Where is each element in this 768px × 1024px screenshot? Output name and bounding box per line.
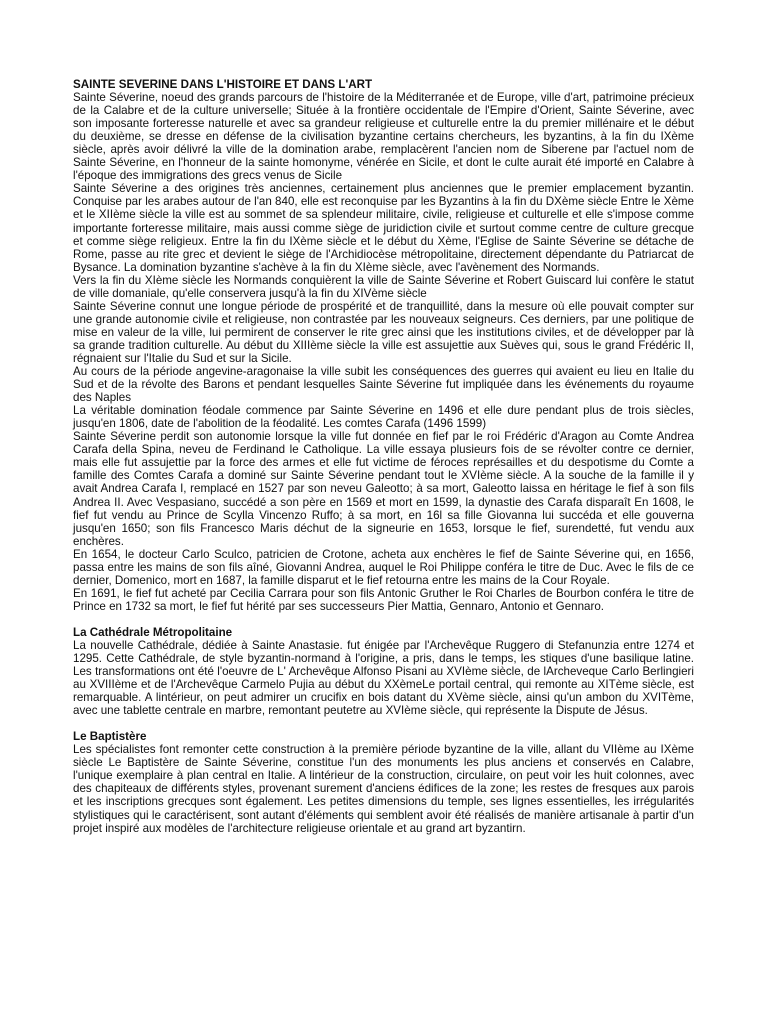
paragraph-carafa-counts: Sainte Séverine perdit son autonomie lorsque la ville fut donnée en fief par le roi Frédéric d'Aragon au Comte Andrea Carafa della Spina, neveu de Ferdinand le Catholique. La ville essaya plusieurs fois de se révolter contre ce dernier, mais elle fut assujettie par la force des armes et elle fut victime de féroces représailles et du despotisme du Comte a famille des Comtes Carafa a dominé sur Sainte Séverine pendant tout le XVIème siècle. A la souche de la famille il y avait Andrea Carafa I, remplacé en 1527 par son neveu Galeotto; à sa mort, Galeotto laissa en héritage le fief à son fils Andrea II. Avec Vespasiano, succédé a son père en 1569 et mort en 1599, la dynastie des Carafa disparaît En 1608, le fief fut vendu au Prince de Scylla Vincenzo Ruffo; à sa mort, en 16l sa fille Giovanna lui succéda et elle gouverna jusqu'en 1650; son fils Francesco Maris déchut de la signeurie en 1653, lorsque le fief, surendetté, fut vendu aux enchères.: [73, 430, 694, 548]
paragraph-origins-name: Sainte Séverine, noeud des grands parcours de l'histoire de la Méditerranée et de Europe, ville d'art, patrimoine précieux de la Calabre et de la culture universelle; Située à la frontière occidentale de l'Empire d'Orient, Sainte Séverine, avec son imposante forteresse naturelle et avec sa grandeur religieuse et culturelle entre la du premier millénaire et le début du deuxième, se dresse en défense de la civilisation byzantine certains chercheurs, les byzantins, à la fin du IXème siècle, après avoir délivré la ville de la domination arabe, remplacèrent l'ancien nom de Siberene par l'actuel nom de Sainte Séverine, en l'honneur de la sainte homonyme, vénérée en Sicile, et dont le culte aurait été importé en Calabre à l'époque des immigrations des grecs venus de Sicile: [73, 91, 694, 183]
paragraph-feudal-domination: La véritable domination féodale commence par Sainte Séverine en 1496 et elle dure pendant plus de trois siècles, jusqu'en 1806, date de l'abolition de la féodalité. Les comtes Carafa (1496 1599): [73, 404, 694, 431]
cathedrale-text: La nouvelle Cathédrale, dédiée à Sainte Anastasie. fut énigée par l'Archevêque Ruggero di Stefanunzia entre 1274 et 1295. Cette Cathédrale, de style byzantin-normand à l'origine, a pris, dans le temps, les stiques d'une basilique latine. Les transformations ont été l'oeuvre de L' Archevêque Alfonso Pisani au XVIème siècle, de lArcheveque Carlo Berlingieri au XVIIIème et de l'Archevêque Carmelo Pujia au début du XXèmeLe portail central, qui remonte au XITème siècle, est remarquable. A lintérieur, on peut admirer un crucifix en bois datant du XVème siècle, ainsi qu'un ambon du XVITème, avec une tablette centrale en marbre, remontant peutetre au XVIème siècle, qui représente la Dispute de Jésus.: [73, 638, 694, 718]
paragraph-gruther: En 1691, le fief fut acheté par Cecilia Carrara pour son fils Antonic Gruther le Roi Charles de Bourbon conféra le titre de Prince en 1732 sa mort, le fief fut hérité par ses successeurs Pier Mattia, Gennaro, Antonio et Gennaro.: [73, 586, 694, 613]
section-baptistere: [73, 730, 694, 834]
paragraph-prosperity: Sainte Séverine connut une longue période de prospérité et de tranquillité, dans la mesure où elle pouvait compter sur une grande autonomie civile et religieuse, non contrastée par les nouveaux seigneurs. Ces derniers, par une politique de mise en valeur de la ville, lui permirent de conserver le rite grec ainsi que les institutions civiles, et de développer par là sa grande tradition culturelle. Au début du XIIIème siècle la ville est assujettie aux Suèves qui, sous le grand Frédéric II, régnaient sur l'Italie du Sud et sur la Sicile.: [73, 299, 694, 365]
document-page: [73, 78, 694, 835]
document-title: SAINTE SEVERINE DANS L'HISTOIRE ET DANS L'ART: [73, 78, 373, 91]
paragraph-normans: Vers la fin du XIème siècle les Normands conquièrent la ville de Sainte Séverine et Robert Guiscard lui confère le statut de ville domaniale, qu'elle conservera jusqu'à la fin du XIVème siècle: [73, 273, 694, 300]
baptistere-heading: Le Baptistère: [73, 730, 147, 744]
paragraph-angevine-aragonese: Au cours de la période angevine-aragonaise la ville subit les conséquences des guerres qui avaient eu lieu en Italie du Sud et de la révolte des Barons et pendant lesquelles Sainte Séverine fut impliquée dans les événements du royaume des Naples: [73, 365, 694, 405]
paragraph-sculco: En 1654, le docteur Carlo Sculco, patricien de Crotone, acheta aux enchères le fief de Sainte Séverine qui, en 1656, passa entre les mains de son fils aîné, Giovanni Andrea, auquel le Roi Philippe conféra le titre de Duc. Avec le fils de ce dernier, Domenico, mort en 1687, la famille disparut et le fief retourna entre les mains de la Cour Royale.: [73, 547, 694, 587]
cathedrale-heading: La Cathédrale Métropolitaine: [73, 625, 233, 639]
section-cathedrale: [73, 626, 694, 717]
paragraph-byzantine-era: Sainte Séverine a des origines très anciennes, certainement plus anciennes que le premier emplacement byzantin. Conquise par les arabes autour de l'an 840, elle est reconquise par les Byzantins à la fin du DXème siècle Entre le Xème et le XIIème siècle la ville est au sommet de sa splendeur militaire, civile, religieuse et culturelle et elle s'impose comme importante forteresse militaire, mais aussi comme siège de juridiction civile et surtout comme centre de culture grecque et comme siège religieux. Entre la fin du IXème siècle et le début du Xème, l'Eglise de Sainte Séverine se détache de Rome, passe au rite grec et devient le siège de l'Archidiocèse métropolitaine, directement dépendante du Patriarcat de Bysance. La domination byzantine s'achève à la fin du XIème siècle, avec l'avènement des Normands.: [73, 182, 694, 274]
baptistere-text: Les spécialistes font remonter cette construction à la première période byzantine de la ville, allant du VIIème au IXème siècle Le Baptistère de Sainte Séverine, constitue l'un des monuments les plus anciens et conservés en Calabre, l'unique exemplaire à plan central en Italie. A lintérieur de la construction, circulaire, on peut voir les huit colonnes, avec des chapiteaux de différents styles, provenant surement d'anciens édifices de la zone; les restes de fresques aux parois et les inscriptions grecques sont également. Les petites dimensions du temple, ses lignes essentielles, les irrégularités stylistiques qui le caractérisent, sont autant d'éléments qui semblent avoir été réalisés de manière artisanale à partir d'un projet inspiré aux modèles de l'architecture religieuse orientale et au grand art byzantirn.: [73, 743, 694, 835]
